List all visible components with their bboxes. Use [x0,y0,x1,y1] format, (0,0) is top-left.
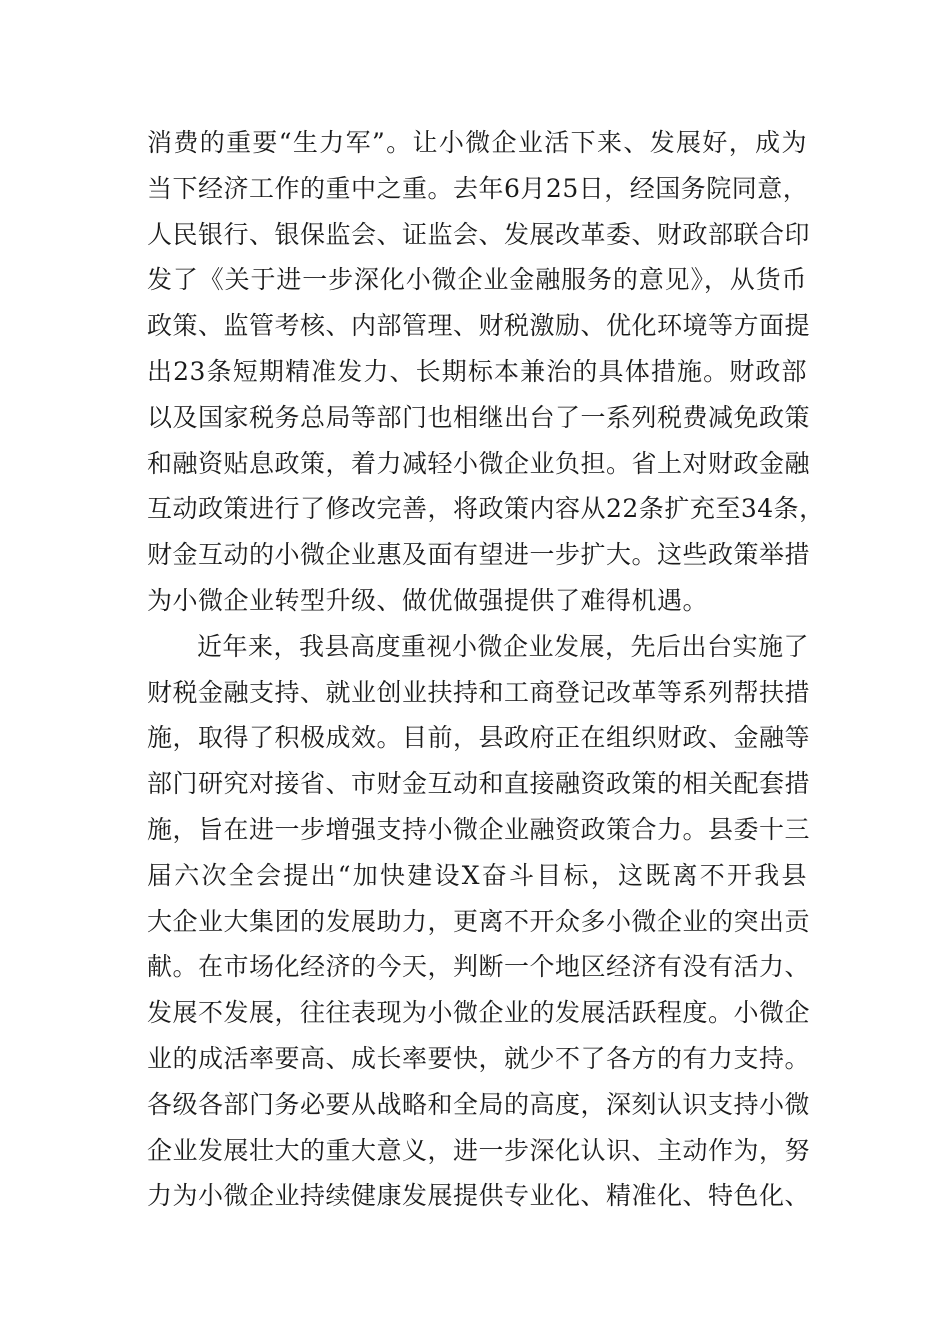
body-text [147,120,825,1219]
text-line: 发了《关于进一步深化小微企业金融服务的意见》，从货币 [147,265,807,295]
text-line: 企业发展壮大的重大意义，进一步深化认识、主动作为，努 [147,1135,811,1165]
text-line: 以及国家税务总局等部门也相继出台了一系列税费减免政策 [147,402,811,432]
text-line: 大企业大集团的发展助力，更离不开众多小微企业的突出贡 [147,906,811,936]
text-line: 和融资贴息政策，着力减轻小微企业负担。省上对财政金融 [147,448,811,478]
text-line: 政策、监管考核、内部管理、财税激励、优化环境等方面提 [147,311,811,341]
text-line: 献。在市场化经济的今天，判断一个地区经济有没有活力、 [147,952,811,982]
text-line: 各级各部门务必要从战略和全局的高度，深刻认识支持小微 [147,1089,811,1119]
text-line: 互动政策进行了修改完善，将政策内容从22条扩充至34条， [147,494,825,524]
text-line: 人民银行、银保监会、证监会、发展改革委、财政部联合印 [147,219,811,249]
text-line: 施，取得了积极成效。目前，县政府正在组织财政、金融等 [147,723,811,753]
text-line: 发展不发展，往往表现为小微企业的发展活跃程度。小微企 [147,998,811,1028]
text-line: 力为小微企业持续健康发展提供专业化、精准化、特色化、 [147,1181,811,1211]
text-line: 财金互动的小微企业惠及面有望进一步扩大。这些政策举措 [147,540,811,570]
text-line: 为小微企业转型升级、做优做强提供了难得机遇。 [147,585,709,615]
text-line: 施，旨在进一步增强支持小微企业融资政策合力。县委十三 [147,814,811,844]
text-line: 当下经济工作的重中之重。去年6月25日，经国务院同意， [147,173,809,203]
text-line: 消费的重要“生力军”。让小微企业活下来、发展好，成为 [147,128,807,157]
text-line: 部门研究对接省、市财金互动和直接融资政策的相关配套措 [147,769,811,799]
text-line: 届六次全会提出“加快建设X奋斗目标，这既离不开我县 [147,860,807,890]
text-line: 业的成活率要高、成长率要快，就少不了各方的有力支持。 [147,1043,811,1073]
text-line: 财税金融支持、就业创业扶持和工商登记改革等系列帮扶措 [147,677,811,707]
text-line: 近年来，我县高度重视小微企业发展，先后出台实施了 [197,631,810,661]
text-line: 出23条短期精准发力、长期标本兼治的具体措施。财政部 [147,356,807,386]
